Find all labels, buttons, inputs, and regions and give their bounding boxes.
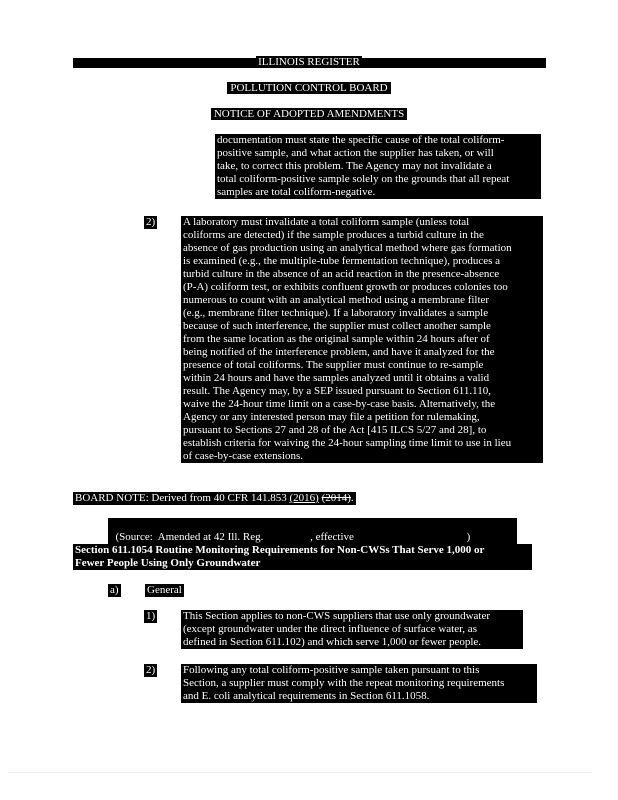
paragraph-line: Section, a supplier must comply with the repeat monitoring requirements [183,677,505,689]
item-a2-paragraph [181,664,537,703]
paragraph-line: Following any total coliform-positive sample taken pursuant to this [183,664,480,676]
paragraph-line: (P-A) coliform test, or exhibits confluent growth or produces colonies too [183,281,508,293]
paragraph-line: A laboratory must invalidate a total coliform sample (unless total [183,216,470,228]
paragraph-line: because of such interference, the supplier must collect another sample [183,320,491,332]
subsection-letter: a) [110,584,119,596]
paragraph-line: of case-by-case extensions. [183,450,304,462]
paragraph-line: numerous to count with an analytical method using a membrane filter [183,294,490,306]
notice-title: NOTICE OF ADOPTED AMENDMENTS [0,108,618,121]
board-note: BOARD NOTE: Derived from 40 CFR 141.853 (2016) (2014). [75,492,354,504]
board-note-new-year: (2016) [289,492,319,504]
paragraph-line: samples are total coliform-negative. [217,186,376,198]
item-number: 1) [146,610,156,622]
board-title: POLLUTION CONTROL BOARD [0,82,618,95]
page-bottom-rule [8,772,592,773]
paragraph-line: and E. coli analytical requirements in Section 611.1058. [183,690,430,702]
paragraph-line: (e.g., membrane filter technique). If a laboratory invalidates a sample [183,307,489,319]
paragraph-line: coliforms are detected) if the sample produces a turbid culture in the [183,229,484,241]
paragraph-line: This Section applies to non-CWS suppliers that use only groundwater [183,610,491,622]
paragraph-line: take, to correct this problem. The Agency may not invalidate a [217,160,492,172]
paragraph-line: positive sample, and what action the supplier has taken, or will [217,147,494,159]
source-note: (Source: Amended at 42 Ill. Reg. , effective ) [108,518,517,544]
paragraph-line: total coliform-positive sample solely on the grounds that all repeat [217,173,510,185]
paragraph-line: turbid culture in the absence of an acid reaction in the presence-absence [183,268,500,280]
register-title: ILLINOIS REGISTER [258,56,360,68]
paragraph-line: from the same location as the original sample within 24 hours after of [183,333,490,345]
paragraph-line: (except groundwater under the direct influence of surface water, as [183,623,477,635]
paragraph-line: documentation must state the specific cause of the total coliform- [217,134,505,146]
paragraph-line: pursuant to Sections 27 and 28 of the Act [415 ILCS 5/27 and 28], to [183,424,487,436]
paragraph-line: within 24 hours and have the samples analyzed until it obtains a valid [183,372,490,384]
item-2-paragraph [181,216,543,463]
paragraph-line: waive the 24-hour time limit on a case-by-case basis. Alternatively, the [183,398,496,410]
subsection-heading: General [147,584,182,596]
paragraph-line: establish criteria for waiving the 24-hour sampling time limit to use in lieu [183,437,512,449]
paragraph-line: Agency or any interested person may file a petition for rulemaking, [183,411,480,423]
paragraph-line: presence of total coliforms. The supplier must continue to re-sample [183,359,484,371]
item-number: 2) [146,216,156,228]
paragraph-line: absence of gas production using an analytical method where gas formation [183,242,512,254]
paragraph-line: defined in Section 611.102) and which serve 1,000 or fewer people. [183,636,482,648]
paragraph-line: being notified of the interference problem, and have it analyzed for the [183,346,495,358]
item-number: 2) [146,664,156,676]
paragraph-line: is examined (e.g., the multiple-tube fermentation technique), produces a [183,255,501,267]
paragraph-line: result. The Agency may, by a SEP issued pursuant to Section 611.110, [183,385,491,397]
continuation-paragraph [215,134,541,199]
item-a1-paragraph [181,610,523,649]
section-title: Section 611.1054 Routine Monitoring Requirements for Non-CWSs That Serve 1,000 or Fewer People Using Only Groundwater [73,544,532,570]
board-note-old-year: (2014) [321,492,351,504]
